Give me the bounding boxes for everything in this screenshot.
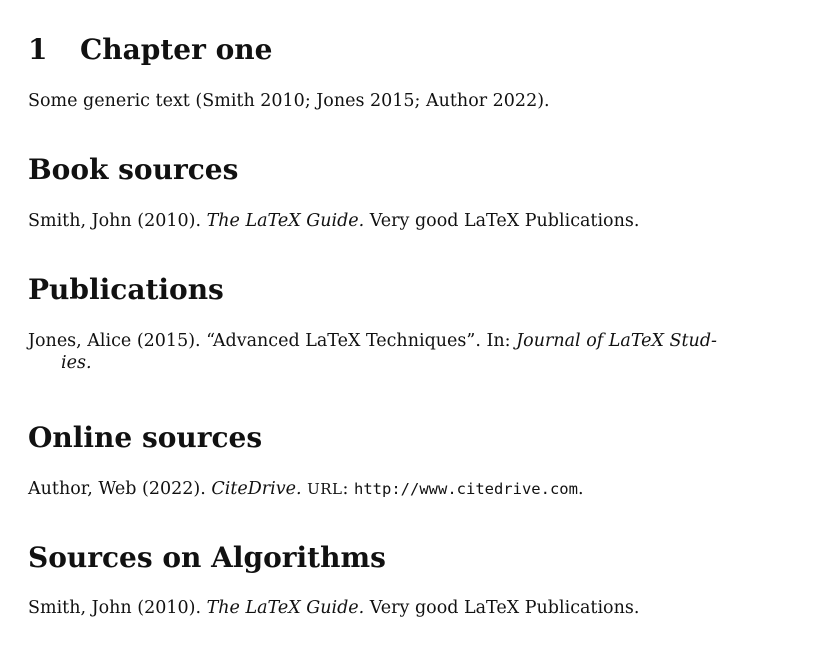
bib-article-title: “Advanced LaTeX Techniques”. xyxy=(206,331,481,351)
bib-entry-publication xyxy=(28,330,788,374)
bib-end-period: . xyxy=(85,353,92,373)
section-heading-book-sources: Book sources xyxy=(28,153,239,186)
bib-entry-book xyxy=(28,210,788,232)
bib-line xyxy=(28,210,788,232)
section-heading-algorithms: Sources on Algorithms xyxy=(28,541,386,574)
bib-journal-part2: ies xyxy=(61,353,86,373)
bib-author-year: Author, Web (2022). xyxy=(28,479,206,499)
bib-author-year: Jones, Alice (2015). xyxy=(28,331,201,351)
bib-publisher: Very good LaTeX Publications. xyxy=(369,211,640,231)
bib-url-link[interactable]: http://www.citedrive.com xyxy=(354,480,578,498)
bib-entry-algorithms xyxy=(28,597,788,619)
bib-title: The LaTeX Guide. xyxy=(206,211,365,231)
bib-line xyxy=(28,478,788,500)
chapter-title: Chapter one xyxy=(80,33,273,66)
section-heading-publications: Publications xyxy=(28,273,224,306)
chapter-number: 1 xyxy=(28,33,48,66)
bib-line xyxy=(28,330,788,352)
bib-url-label: URL xyxy=(307,480,343,498)
bib-url-colon: : xyxy=(342,479,349,499)
chapter-body-text: Some generic text (Smith 2010; Jones 2015; Author 2022). xyxy=(28,91,550,111)
bib-publisher: Very good LaTeX Publications. xyxy=(369,598,640,618)
bib-end-period: . xyxy=(577,479,584,499)
bib-journal-part1: Journal of LaTeX Stud- xyxy=(516,331,717,351)
bib-author-year: Smith, John (2010). xyxy=(28,598,202,618)
bib-title: The LaTeX Guide. xyxy=(206,598,365,618)
bib-author-year: Smith, John (2010). xyxy=(28,211,202,231)
bib-entry-online xyxy=(28,478,788,500)
bib-line-continued xyxy=(28,352,788,374)
section-heading-online-sources: Online sources xyxy=(28,421,263,454)
bib-line xyxy=(28,597,788,619)
bib-title: CiteDrive. xyxy=(211,479,302,499)
chapter-heading xyxy=(28,32,272,68)
bib-in-label: In: xyxy=(486,331,511,351)
